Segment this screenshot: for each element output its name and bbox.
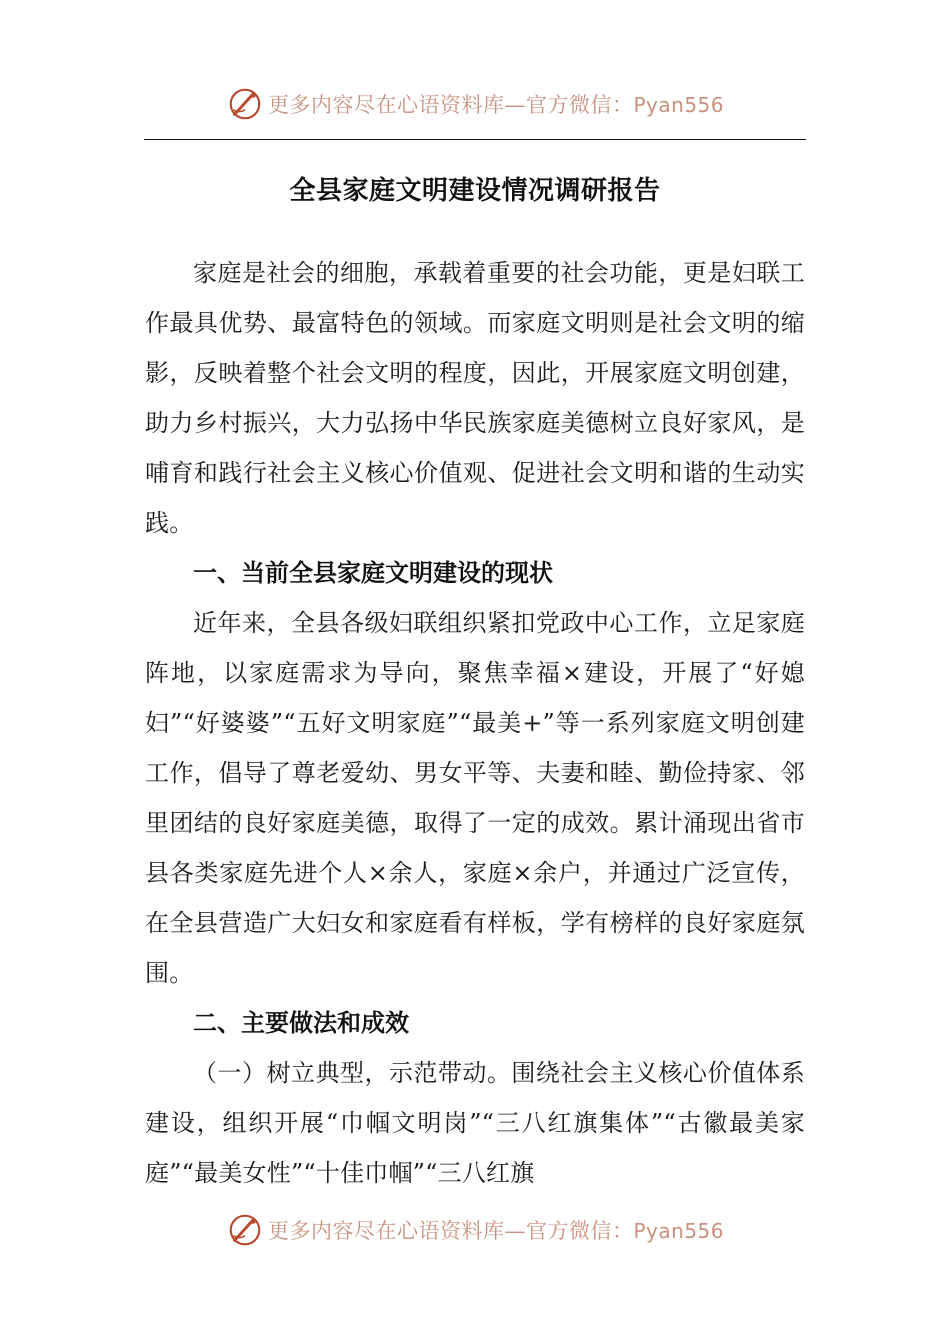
paragraph-status: 近年来，全县各级妇联组织紧扣党政中心工作，立足家庭阵地，以家庭需求为导向，聚焦幸福×建设，开展了“好媳妇”“好婆婆”“五好文明家庭”“最美+”等一系列家庭文明创建工作，倡导了尊老爱幼、男女平等、夫妻和睦、勤俭持家、邻里团结的良好家庭美德，取得了一定的成效。累计涌现出省市县各类家庭先进个人×余人，家庭×余户，并通过广泛宣传，在全县营造广大妇女和家庭看有样板，学有榜样的良好家庭氛围。 xyxy=(145,609,805,987)
section-heading-1: 一、当前全县家庭文明建设的现状 xyxy=(193,559,553,587)
document-title: 全县家庭文明建设情况调研报告 xyxy=(289,176,661,206)
paragraph-practice: （一）树立典型，示范带动。围绕社会主义核心价值体系建设，组织开展“巾帼文明岗”“三八红旗集体”“古徽最美家庭”“最美女性”“十佳巾帼”“三八红旗 xyxy=(145,1059,805,1187)
header-watermark xyxy=(0,84,950,124)
document-body xyxy=(145,248,805,1198)
watermark-code: Pyan556 xyxy=(633,1219,724,1243)
pen-logo-icon xyxy=(226,1211,264,1249)
pen-logo-icon xyxy=(226,85,264,123)
watermark-text: 更多内容尽在心语资料库—官方微信： xyxy=(267,93,634,117)
section-heading-2: 二、主要做法和成效 xyxy=(193,1009,409,1037)
footer-watermark xyxy=(0,1210,950,1250)
watermark-code: Pyan556 xyxy=(633,93,724,117)
watermark-text: 更多内容尽在心语资料库—官方微信： xyxy=(267,1219,634,1243)
header-divider xyxy=(144,139,806,140)
paragraph-intro: 家庭是社会的细胞，承载着重要的社会功能，更是妇联工作最具优势、最富特色的领域。而家庭文明则是社会文明的缩影，反映着整个社会文明的程度，因此，开展家庭文明创建，助力乡村振兴，大力弘扬中华民族家庭美德树立良好家风，是哺育和践行社会主义核心价值观、促进社会文明和谐的生动实践。 xyxy=(145,259,805,537)
